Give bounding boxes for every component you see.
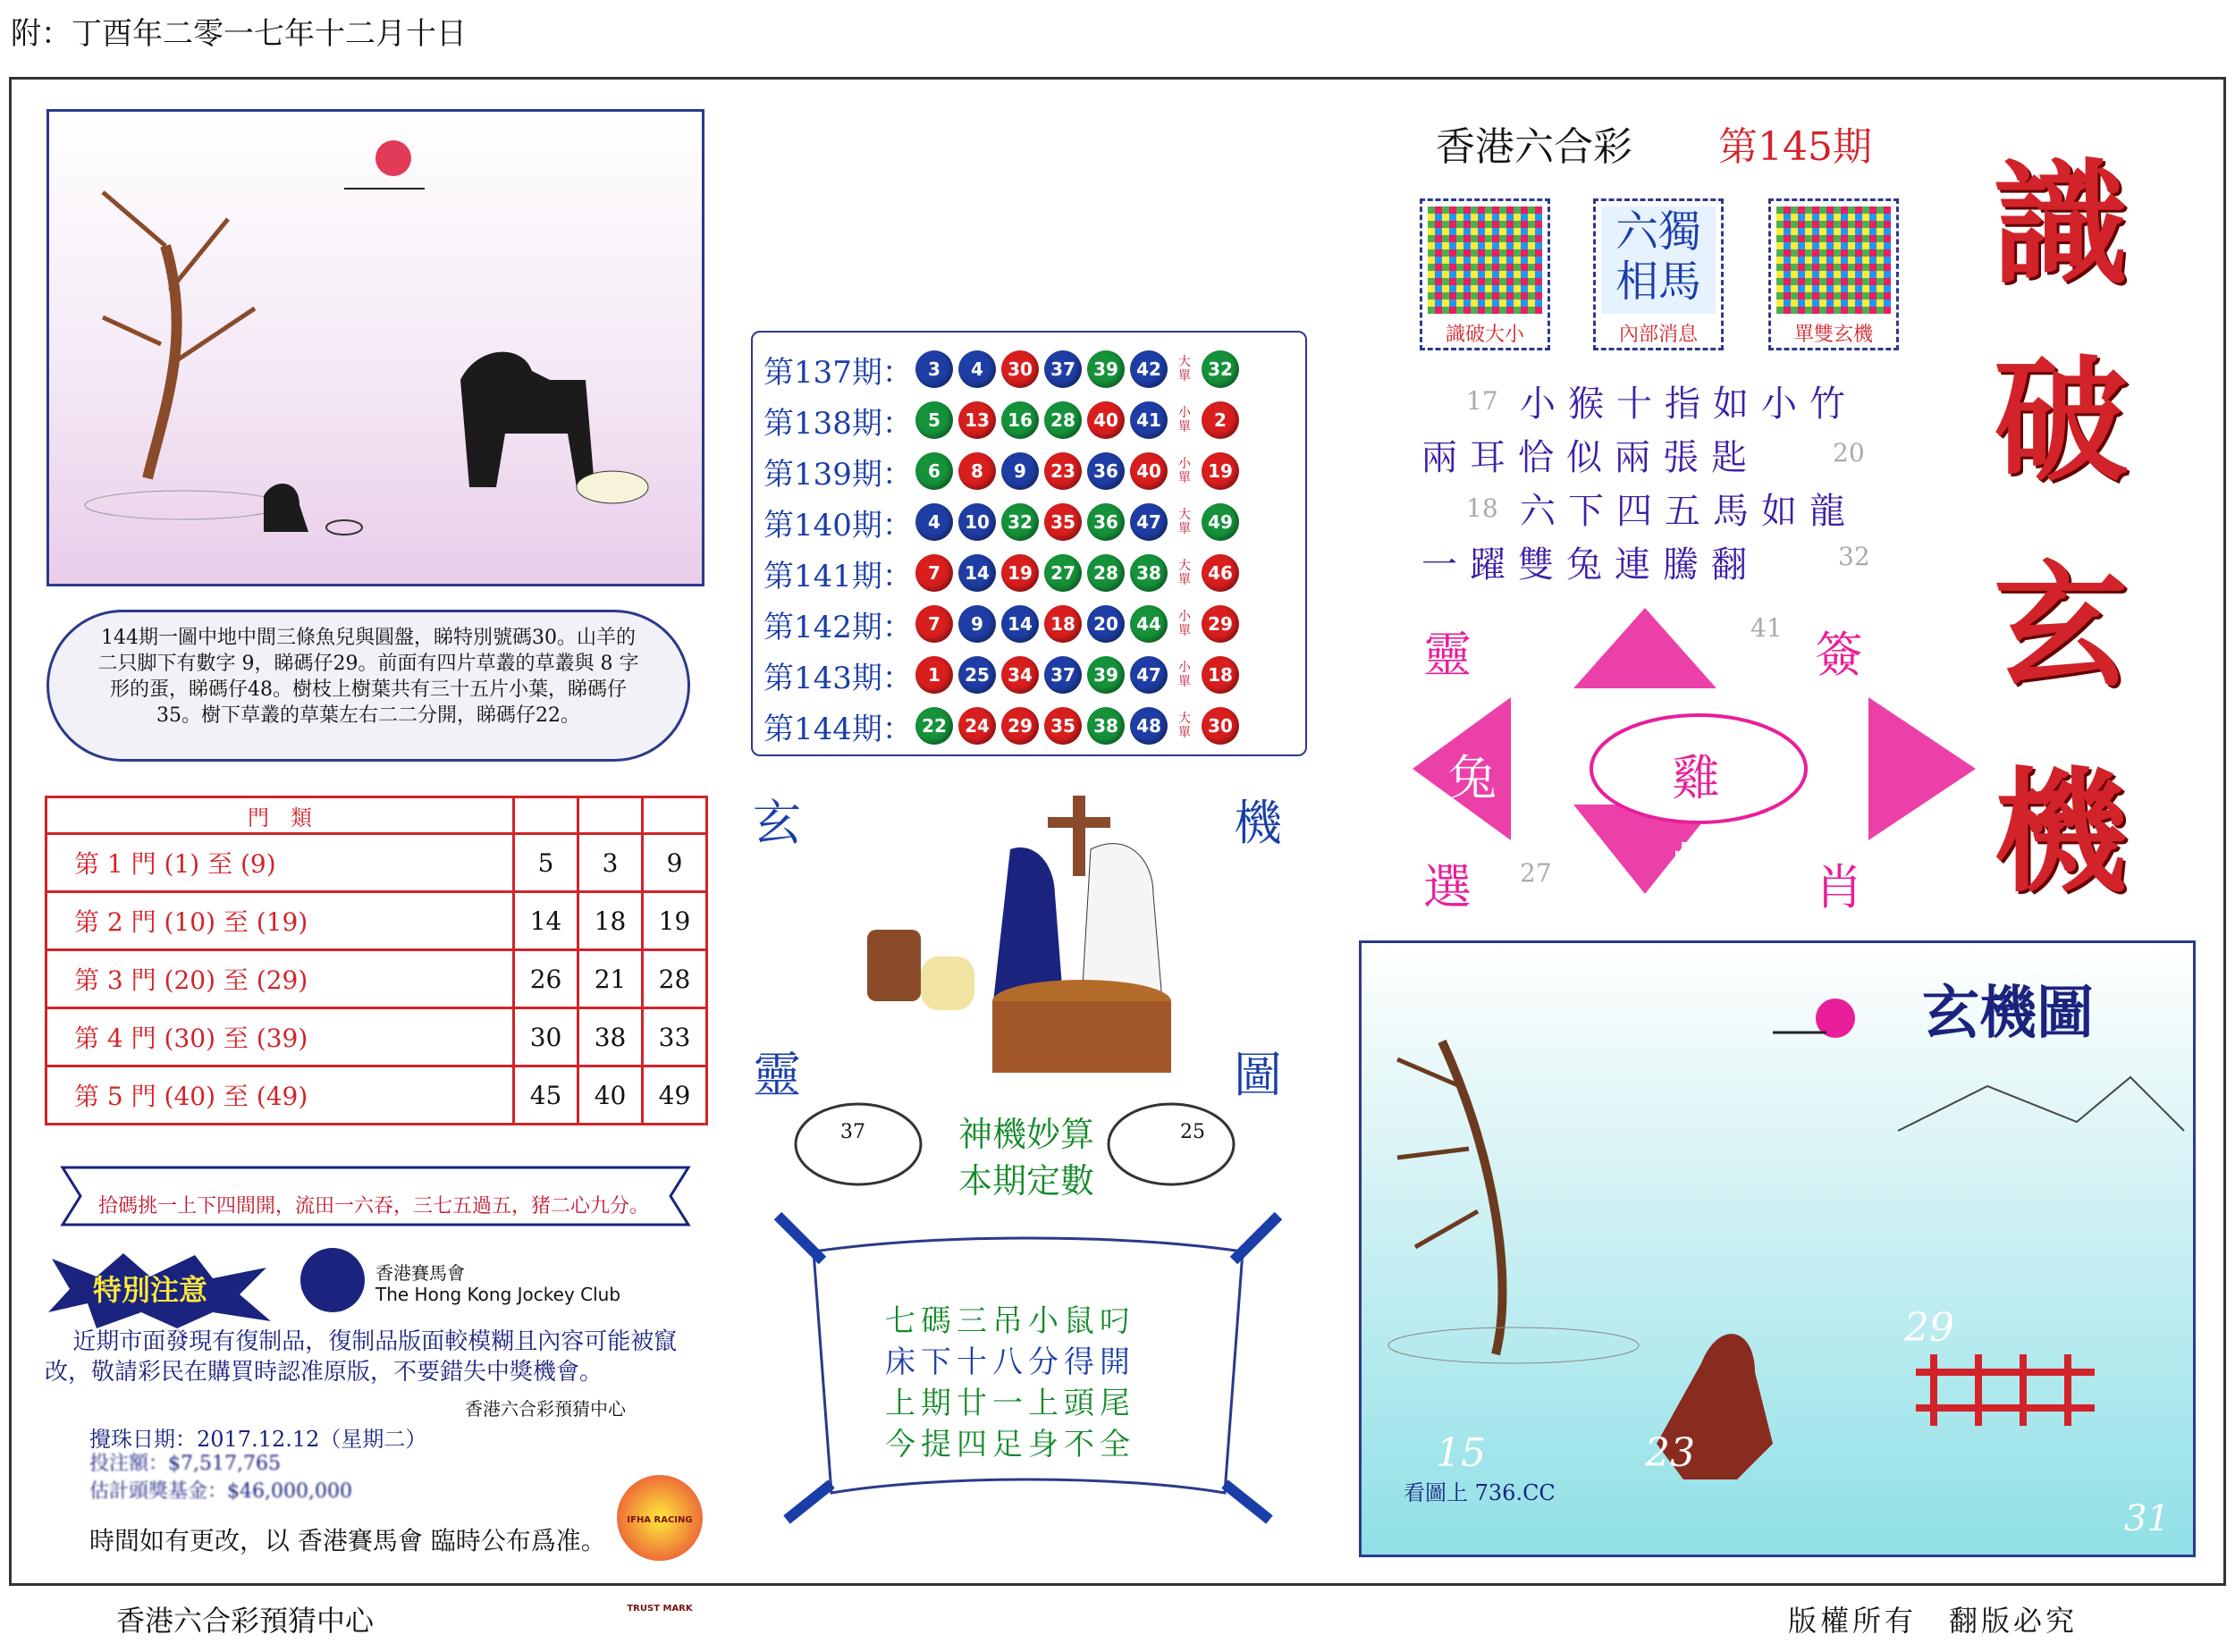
riddle-number: 17 <box>1466 386 1498 416</box>
number-ball: 6 <box>915 452 953 490</box>
middle-subtitle: 本期定數 <box>958 1161 1095 1201</box>
number-ball: 39 <box>1087 656 1125 694</box>
corner-char: 圖 <box>1234 1047 1282 1103</box>
special-notice-label: 特別注意 <box>93 1273 208 1307</box>
zodiac-tag: 小單 <box>1178 406 1191 434</box>
zodiac-tag: 大單 <box>1178 508 1191 536</box>
result-row <box>763 649 1244 701</box>
door-value: 3 <box>578 834 643 892</box>
diamond-bottom: 蛇 <box>1672 838 1720 894</box>
mosaic-image <box>1776 206 1891 314</box>
special-ball: 2 <box>1202 401 1239 439</box>
special-ball: 29 <box>1202 605 1239 643</box>
result-row <box>763 598 1244 650</box>
draw-date: 攪珠日期：2017.12.12（星期二） <box>89 1427 427 1452</box>
puzzle-picture-144 <box>46 109 704 586</box>
picture-number: 31 <box>2124 1498 2170 1539</box>
number-ball: 22 <box>915 707 953 745</box>
riddle-line: 小猴十指如小竹 <box>1520 384 1858 425</box>
number-ball: 27 <box>1044 554 1082 592</box>
result-issue-label: 第143期： <box>763 660 913 696</box>
special-ball: 32 <box>1202 350 1239 388</box>
result-row <box>763 445 1244 497</box>
number-ball: 28 <box>1044 401 1082 439</box>
draw-info-line: 估計頭獎基金：$46,000,000 <box>89 1480 352 1503</box>
number-ball: 19 <box>1001 554 1039 592</box>
tile-caption: 單雙玄機 <box>1793 324 1873 346</box>
riddle-line: 兩耳恰似兩張匙 <box>1421 437 1759 478</box>
result-row <box>763 700 1244 752</box>
poem-line: 床下十八分得開 <box>885 1344 1135 1380</box>
hkjc-logo-icon <box>300 1248 365 1312</box>
doors-header <box>643 797 707 834</box>
tile-inside-info <box>1593 198 1724 350</box>
diamond-bottom-right: 肖 <box>1815 859 1863 915</box>
doors-row <box>46 892 707 950</box>
poem-line: 七碼三吊小鼠叼 <box>885 1303 1135 1339</box>
doors-row <box>46 834 707 892</box>
result-issue-label: 第137期： <box>763 354 913 391</box>
result-issue-label: 第144期： <box>763 711 913 747</box>
number-ball: 38 <box>1130 554 1168 592</box>
special-ball: 46 <box>1202 554 1239 592</box>
special-ball: 18 <box>1202 656 1239 694</box>
xuanji-picture-caption: 看圖上 736.CC <box>1404 1480 1556 1505</box>
zodiac-tag: 大單 <box>1178 712 1191 740</box>
corner-char: 玄 <box>753 795 801 851</box>
diamond-number: 27 <box>1520 858 1552 888</box>
result-issue-label: 第141期： <box>763 558 913 594</box>
door-value: 40 <box>578 1066 643 1125</box>
door-label: 第 2 門 (10) 至 (19) <box>46 892 514 950</box>
zodiac-tag: 小單 <box>1178 457 1191 485</box>
doors-header: 門 類 <box>46 797 514 834</box>
number-ball: 4 <box>958 350 996 388</box>
poem-line: 今提四足身不全 <box>885 1427 1135 1462</box>
diamond-right: 龍 <box>1815 750 1863 806</box>
number-ball: 10 <box>958 503 996 541</box>
door-value: 33 <box>643 1008 707 1066</box>
tile-text: 六獨相馬 <box>1601 206 1716 314</box>
big-title-char: 識 <box>1994 146 2129 303</box>
number-ball: 40 <box>1087 401 1125 439</box>
footer-left: 香港六合彩預猜中心 <box>116 1604 375 1638</box>
door-label: 第 3 門 (20) 至 (29) <box>46 950 514 1008</box>
big-title-char: 破 <box>1994 342 2129 500</box>
notice-source: 香港六合彩預猜中心 <box>465 1398 626 1420</box>
door-value: 5 <box>514 834 578 892</box>
doors-header <box>578 797 643 834</box>
number-ball: 28 <box>1087 554 1125 592</box>
door-value: 18 <box>578 892 643 950</box>
number-ball: 23 <box>1044 452 1082 490</box>
time-note: 時間如有更改，以 香港賽馬會 臨時公布爲准。 <box>89 1526 606 1555</box>
tile-size <box>1420 198 1550 350</box>
door-value: 21 <box>578 950 643 1008</box>
door-value: 45 <box>514 1066 578 1125</box>
number-ball: 9 <box>958 605 996 643</box>
doors-header <box>514 797 578 834</box>
corner-char: 靈 <box>753 1047 801 1103</box>
number-ball: 35 <box>1044 503 1082 541</box>
number-ball: 30 <box>1001 350 1039 388</box>
door-value: 26 <box>514 950 578 1008</box>
door-value: 49 <box>643 1066 707 1125</box>
diamond-left: 兔 <box>1448 750 1497 806</box>
number-ball: 5 <box>915 401 953 439</box>
tile-caption: 識破大小 <box>1445 324 1524 346</box>
riddle-number: 18 <box>1466 493 1498 523</box>
number-ball: 20 <box>1087 605 1125 643</box>
number-ball: 4 <box>915 503 953 541</box>
number-ball: 18 <box>1044 605 1082 643</box>
ifha-trust-mark <box>617 1475 703 1614</box>
poem-line: 上期廿一上頭尾 <box>885 1386 1135 1421</box>
number-ball: 25 <box>958 656 996 694</box>
number-ball: 40 <box>1130 452 1168 490</box>
number-ball: 47 <box>1130 656 1168 694</box>
number-ball: 8 <box>958 452 996 490</box>
tile-odd-even <box>1768 198 1899 350</box>
result-row <box>763 394 1244 446</box>
number-ball: 29 <box>1001 707 1039 745</box>
number-ball: 41 <box>1130 401 1168 439</box>
lottery-title: 香港六合彩 <box>1436 124 1632 170</box>
riddle-line: 六下四五馬如龍 <box>1520 491 1858 532</box>
ifha-label: IFHA RACING TRUST MARK <box>627 1515 693 1614</box>
doors-row <box>46 1008 707 1066</box>
number-ball: 32 <box>1001 503 1039 541</box>
picture-number: 29 <box>1904 1305 1954 1351</box>
zodiac-tag: 大單 <box>1178 355 1191 384</box>
number-ball: 37 <box>1044 350 1082 388</box>
footer-right: 版權所有 翻版必究 <box>1788 1604 2079 1638</box>
egg-right-icon <box>1100 1073 1243 1189</box>
puzzle-drawing <box>49 112 702 584</box>
notice-text: 近期市面發現有復制品，復制品版面較模糊且內容可能被竄改，敬請彩民在購買時認准原版，不要錯失中獎機會。 <box>45 1328 678 1386</box>
big-title-char: 玄 <box>1994 548 2129 705</box>
diamond-top-left: 靈 <box>1423 627 1472 683</box>
number-ball: 16 <box>1001 401 1039 439</box>
big-title-char: 機 <box>1994 754 2129 911</box>
number-ball: 47 <box>1130 503 1168 541</box>
number-ball: 44 <box>1130 605 1168 643</box>
xuanji-picture-title: 玄機圖 <box>1922 980 2094 1047</box>
results-panel <box>751 331 1307 756</box>
door-value: 28 <box>643 950 707 1008</box>
door-label: 第 5 門 (40) 至 (49) <box>46 1066 514 1125</box>
riddle-number: 32 <box>1838 542 1870 571</box>
egg-left-number: 37 <box>840 1121 865 1143</box>
number-ball: 39 <box>1087 350 1125 388</box>
number-ball: 9 <box>1001 452 1039 490</box>
number-ball: 1 <box>915 656 953 694</box>
draw-info-line: 投注額：$7,517,765 <box>89 1453 281 1475</box>
number-ball: 14 <box>1001 605 1039 643</box>
result-row <box>763 496 1244 548</box>
hkjc-name-cn: 香港賽馬會 <box>375 1262 465 1284</box>
door-value: 19 <box>643 892 707 950</box>
corner-char: 機 <box>1234 795 1282 851</box>
diamond-top-right: 簽 <box>1815 627 1863 683</box>
door-value: 38 <box>578 1008 643 1066</box>
result-issue-label: 第138期： <box>763 405 913 442</box>
number-ball: 14 <box>958 554 996 592</box>
number-ball: 7 <box>915 554 953 592</box>
number-ball: 38 <box>1087 707 1125 745</box>
result-row <box>763 343 1244 395</box>
result-issue-label: 第139期： <box>763 456 913 493</box>
egg-right-number: 25 <box>1180 1121 1205 1143</box>
draw-info-blurred <box>89 1448 429 1520</box>
zodiac-tag: 小單 <box>1178 661 1191 689</box>
door-value: 30 <box>514 1008 578 1066</box>
number-ball: 7 <box>915 605 953 643</box>
number-ball: 35 <box>1044 707 1082 745</box>
result-issue-label: 第142期： <box>763 609 913 645</box>
middle-title: 神機妙算 <box>958 1115 1095 1154</box>
hkjc-name-en: The Hong Kong Jockey Club <box>375 1284 621 1305</box>
picture-number: 23 <box>1645 1430 1695 1476</box>
number-ball: 24 <box>958 707 996 745</box>
riddle-number: 20 <box>1833 438 1865 468</box>
baptism-illustration <box>858 796 1216 1091</box>
mosaic-image <box>1428 206 1542 314</box>
doors-table <box>45 796 708 1125</box>
diamond-center: 雞 <box>1672 750 1720 806</box>
number-ball: 34 <box>1001 656 1039 694</box>
tip-text: 拾碼挑一上下四間開，流田一六吞，三七五過五，猪二心九分。 <box>98 1195 650 1218</box>
number-ball: 48 <box>1130 707 1168 745</box>
number-ball: 37 <box>1044 656 1082 694</box>
door-label: 第 1 門 (1) 至 (9) <box>46 834 514 892</box>
special-ball: 49 <box>1202 503 1239 541</box>
header-note: 附：丁酉年二零一七年十二月十日 <box>11 16 467 52</box>
special-ball: 19 <box>1202 452 1239 490</box>
doors-row <box>46 950 707 1008</box>
zodiac-tag: 小單 <box>1178 610 1191 638</box>
zodiac-tag: 大單 <box>1178 559 1191 587</box>
doors-row <box>46 1066 707 1125</box>
number-ball: 42 <box>1130 350 1168 388</box>
number-ball: 36 <box>1087 452 1125 490</box>
number-ball: 13 <box>958 401 996 439</box>
door-label: 第 4 門 (30) 至 (39) <box>46 1008 514 1066</box>
tile-caption: 內部消息 <box>1618 324 1698 346</box>
door-value: 9 <box>643 834 707 892</box>
riddle-number: 41 <box>1750 613 1783 643</box>
result-issue-label: 第140期： <box>763 507 913 544</box>
result-row <box>763 547 1244 599</box>
number-ball: 3 <box>915 350 953 388</box>
puzzle-caption: 144期一圖中地中間三條魚兒與圓盤，睇特別號碼30。山羊的二只脚下有數字 9，睇碼仔29。前面有四片草叢的草叢與 8 字形的蛋，睇碼仔48。樹枝上樹葉共有三十五片小葉，睇碼仔35。樹下草叢的草葉左右二二分開，睇碼仔22。 <box>46 610 690 762</box>
special-ball: 30 <box>1202 707 1239 745</box>
picture-number: 15 <box>1436 1430 1486 1476</box>
issue-number: 第145期 <box>1718 124 1872 170</box>
door-value: 14 <box>514 892 578 950</box>
diamond-bottom-left: 選 <box>1423 859 1472 915</box>
number-ball: 36 <box>1087 503 1125 541</box>
riddle-line: 一躍雙兔連騰翻 <box>1421 544 1759 586</box>
